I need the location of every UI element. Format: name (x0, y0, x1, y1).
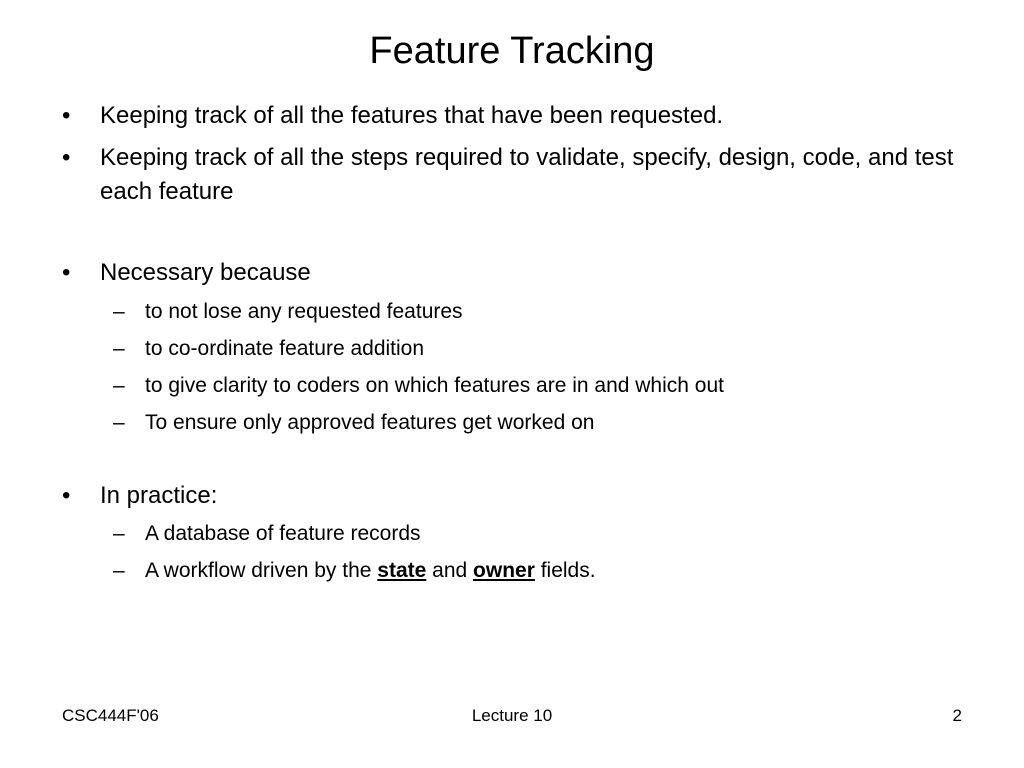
sub-bullet-text: to give clarity to coders on which features are in and which out (145, 374, 724, 397)
workflow-text-pre: A workflow driven by the (145, 559, 378, 582)
sub-bullet-text: A database of feature records (145, 522, 421, 545)
sub-bullet-text (145, 556, 965, 586)
sub-bullet-text: To ensure only approved features get worked on (145, 411, 595, 434)
sub-bullet-text: to not lose any requested features (145, 300, 463, 323)
dash-icon: – (113, 337, 125, 360)
bullet-icon: • (62, 259, 71, 286)
sub-bullet-text: to co-ordinate feature addition (145, 337, 425, 360)
dash-icon: – (113, 559, 125, 582)
footer-page-number: 2 (952, 706, 962, 725)
workflow-text-post: fields. (534, 559, 596, 582)
bullet-text: Keeping track of all the features that have been requested. (100, 102, 724, 129)
bullet-text: In practice: (100, 482, 218, 509)
bullet-text: Keeping track of all the steps required to validate, specify, design, code, and test each feature (100, 144, 954, 205)
bullet-icon: • (62, 482, 71, 509)
owner-field-term: owner (473, 559, 535, 582)
bullet-icon: • (62, 144, 71, 171)
dash-icon: – (113, 374, 125, 397)
workflow-text-mid: and (426, 559, 474, 582)
dash-icon: – (113, 522, 125, 545)
footer-lecture: Lecture 10 (471, 706, 553, 725)
footer-course: CSC444F'06 (62, 706, 159, 725)
bullet-icon: • (62, 102, 71, 129)
dash-icon: – (113, 411, 125, 434)
dash-icon: – (113, 300, 125, 323)
slide-title: Feature Tracking (369, 30, 655, 72)
state-field-term: state (377, 559, 427, 582)
bullet-text: Necessary because (100, 259, 311, 286)
